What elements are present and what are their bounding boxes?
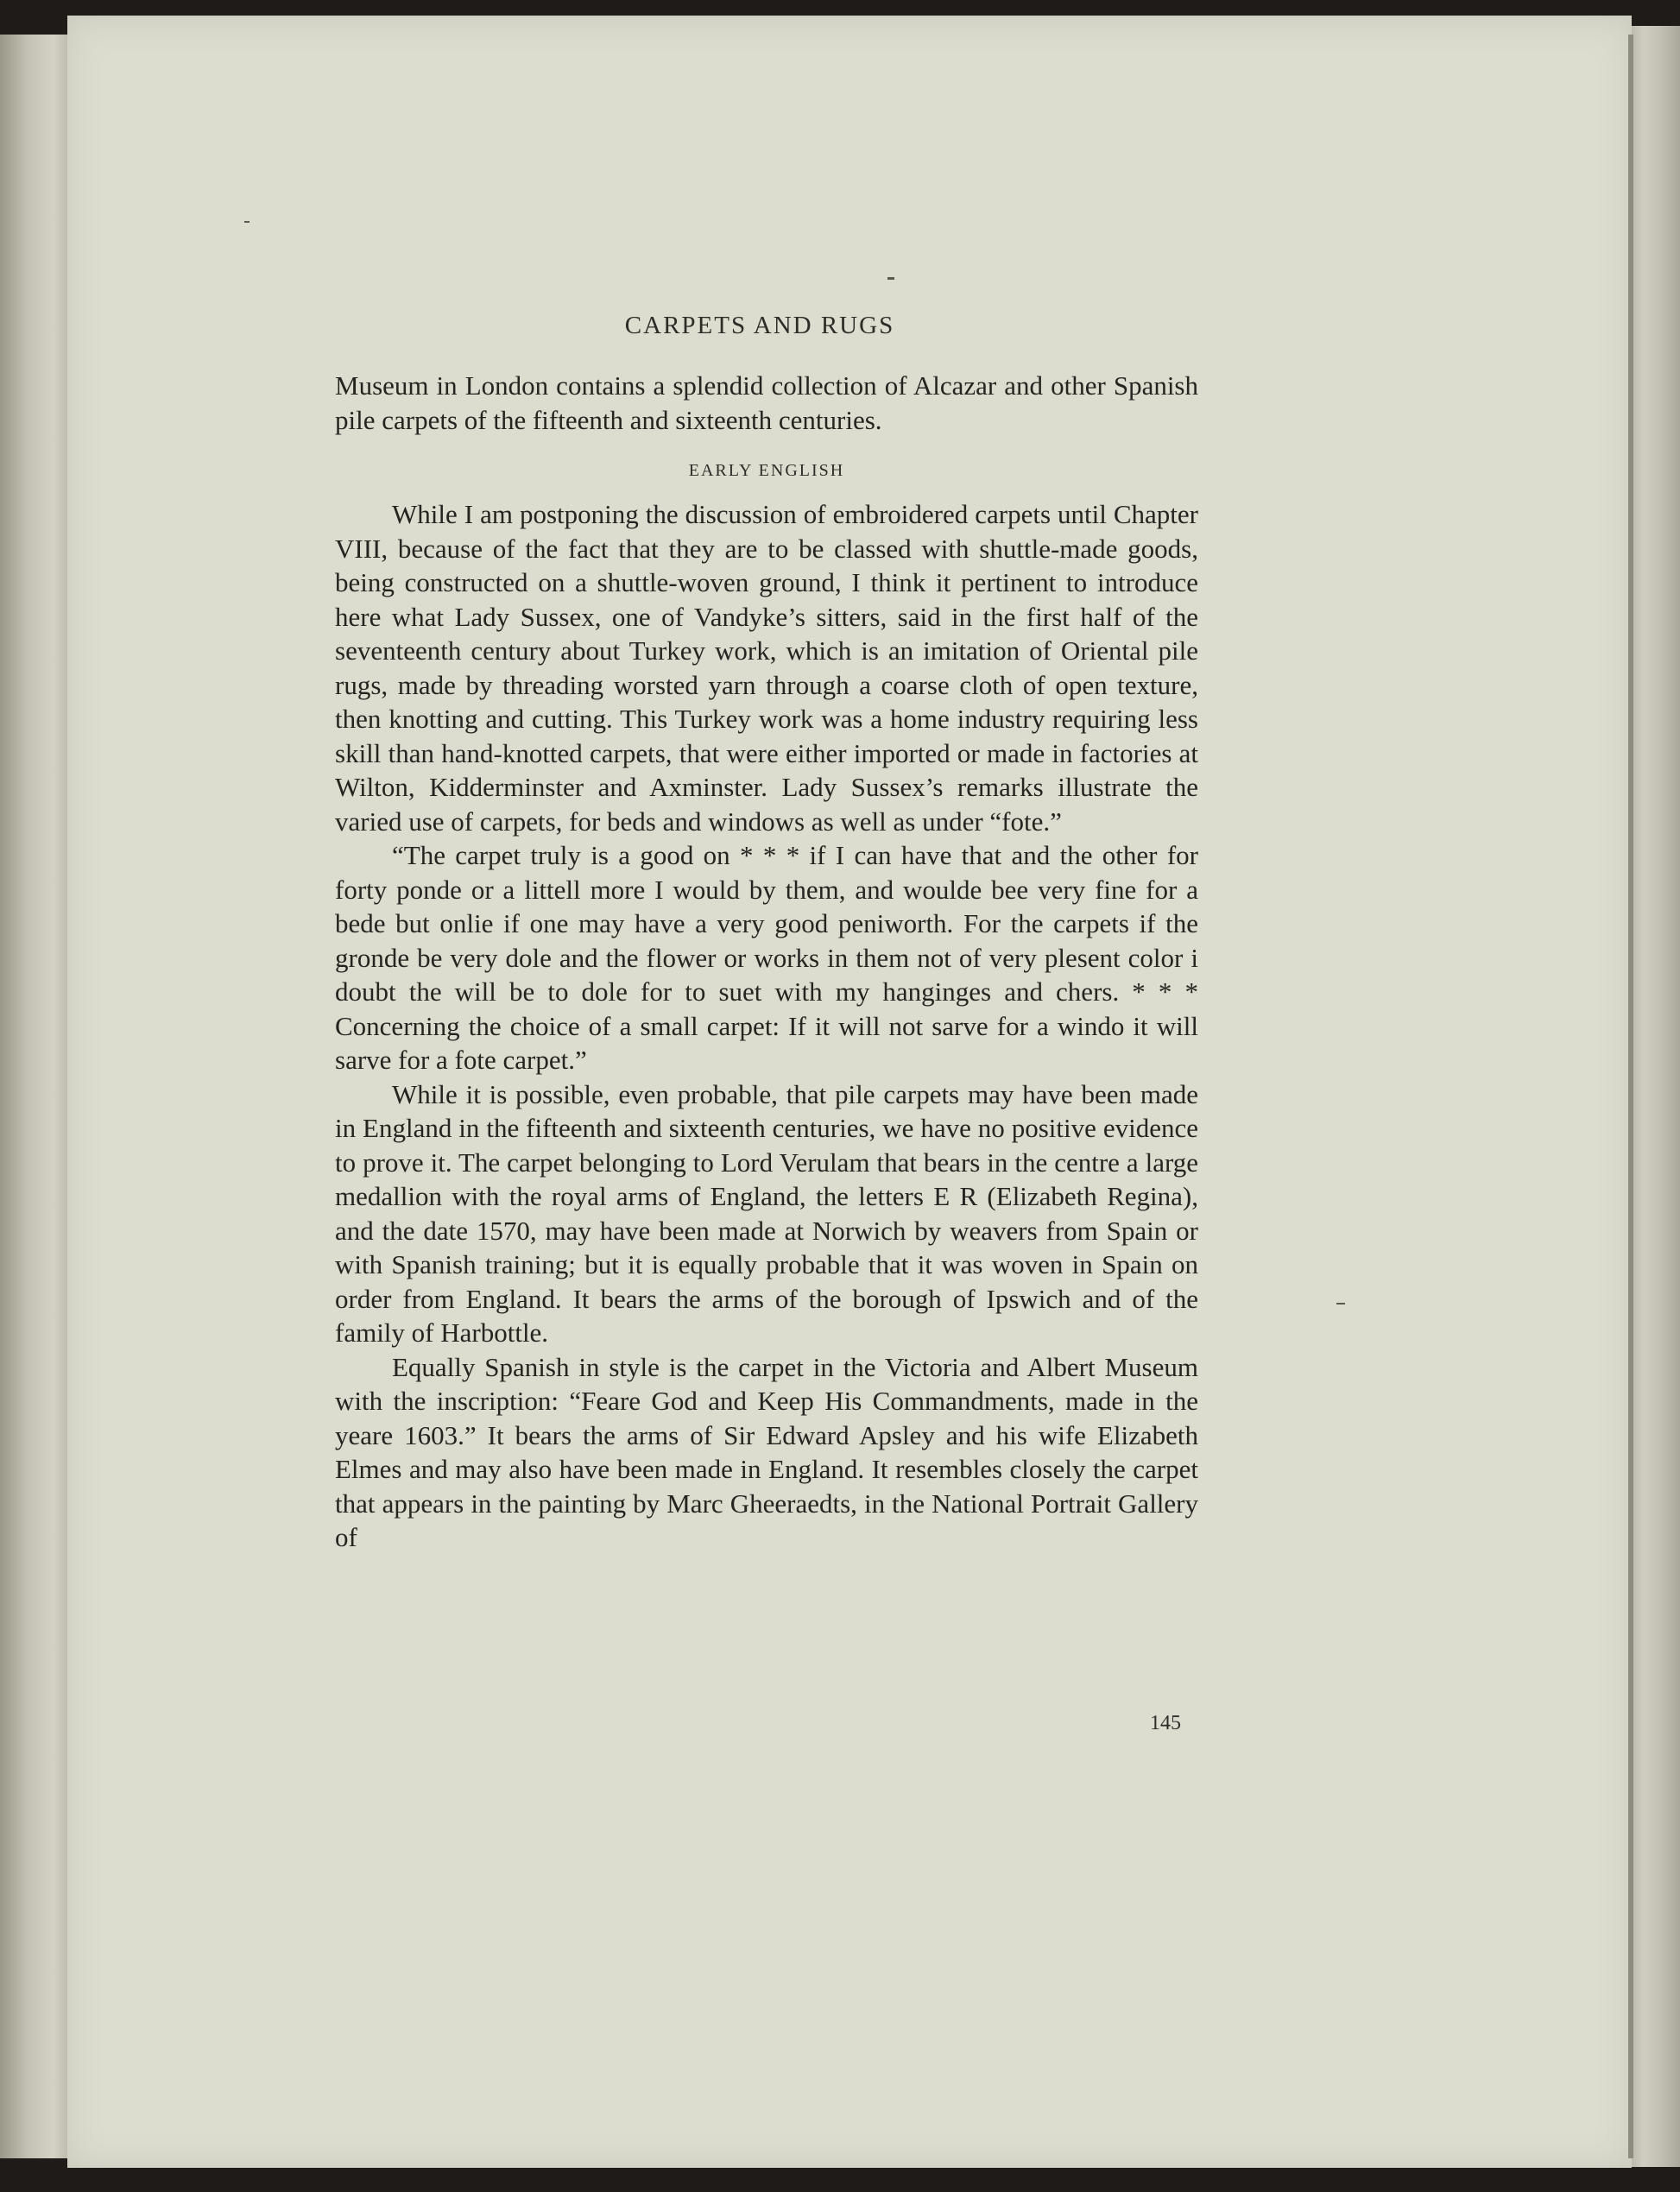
running-head: CARPETS AND RUGS xyxy=(624,312,895,339)
book-page xyxy=(67,16,1632,2168)
paragraph: While it is possible, even probable, that pile carpets may have been made in England in the fifteenth and sixteenth centuries, we have no positive evidence to prove it. The carpet belonging to Lord Verulam that bears in the centre a large medallion with the royal arms of England, the letters E R (Elizabeth Regina), and the date 1570, may have been made at Norwich by weavers from Spain or with Spanish training; but it is equally probable that it was woven in Spain on order from England. It bears the arms of the borough of Ipswich and of the family of Harbottle. xyxy=(335,1078,1198,1348)
opening-paragraph: Museum in London contains a splendid collection of Alcazar and other Spanish pile carpets of the fifteenth and sixteenth centuries. xyxy=(335,370,1198,435)
paper-speck xyxy=(1336,1303,1345,1304)
body-text xyxy=(335,369,1198,1555)
paper-speck xyxy=(244,221,249,223)
previous-page-edge xyxy=(0,35,73,2158)
paper-speck xyxy=(887,277,894,280)
page-number: 145 xyxy=(1150,1712,1181,1734)
page-fore-edge xyxy=(1628,35,1633,2158)
next-page-edge xyxy=(1628,26,1680,2167)
section-heading: EARLY ENGLISH xyxy=(688,461,845,480)
paragraph: “The carpet truly is a good on * * * if I can have that and the other for forty ponde or a littell more I would by them, and woulde bee very fine for a bede but onlie if one may have a very good peniworth. For the carpets if the gronde be very dole and the flower or works in them not of very plesent color i doubt the will be to dole for to suet with my hanginges and chers. * * * Concerning the choice of a small carpet: If it will not sarve for a windo it will sarve for a fote carpet.” xyxy=(335,840,1198,1075)
paragraph: While I am postponing the discussion of embroidered carpets until Chapter VIII, because of the fact that they are to be classed with shuttle-made goods, being constructed on a shuttle-woven ground, I think it pertinent to introduce here what Lady Sussex, one of Vandyke’s sitters, said in the first half of the seventeenth century about Turkey work, which is an imitation of Oriental pile rugs, made by threading worsted yarn through a coarse cloth of open texture, then knotting and cutting. This Turkey work was a home industry requiring less skill than hand-knotted carpets, that were either imported or made in factories at Wilton, Kidderminster and Axminster. Lady Sussex’s remarks illustrate the varied use of carpets, for beds and windows as well as under “fote.” xyxy=(335,499,1198,837)
paragraph: Equally Spanish in style is the carpet in the Victoria and Albert Museum with the inscription: “Feare God and Keep His Commandments, made in the yeare 1603.” It bears the arms of Sir Edward Apsley and his wife Elizabeth Elmes and may also have been made in England. It resembles closely the carpet that appears in the painting by Marc Gheeraedts, in the National Portrait Gallery of xyxy=(335,1351,1198,1552)
